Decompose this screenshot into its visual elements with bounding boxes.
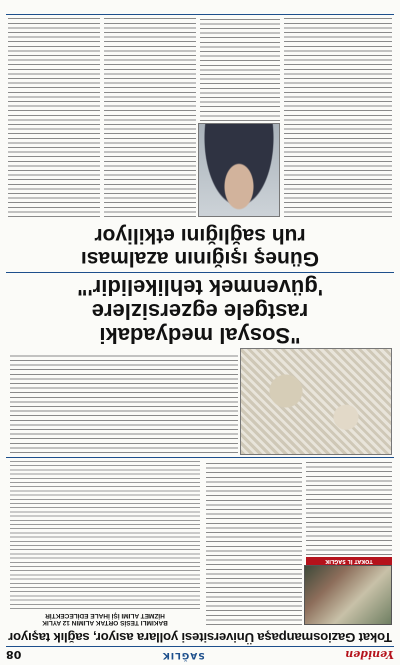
page-header [6, 648, 394, 662]
article1-headline: Tokat Gaziosmanpaşa Üniversitesi yollara asıyor, sağlık taşıyor [8, 630, 392, 645]
section-label: SAĞLIK [161, 650, 205, 660]
article3-body-col4 [8, 17, 100, 217]
article1-body-col2 [206, 460, 302, 625]
article2-photo [240, 348, 392, 455]
mid-rule [6, 457, 394, 458]
article3-body-col3 [104, 17, 196, 217]
article3-body-col2 [200, 17, 280, 121]
footer-rule [6, 14, 394, 15]
article1-photo [304, 565, 392, 625]
newspaper-logo: Yeniden [345, 648, 394, 662]
article2-headline: "Sosyal medyadaki rastgele egzersizlere 'güvenmek tehlikelidir'" [77, 275, 323, 348]
article2-body-top [10, 353, 238, 453]
article1-badge: TOKAT İL SAĞLIK [306, 557, 392, 565]
article3-body-col1 [284, 17, 392, 217]
header-rule [6, 646, 394, 647]
article3-photo [198, 123, 280, 217]
article3-headline: Güneş ışığının azalması ruh sağlığını etkiliyor [80, 224, 320, 270]
lower-rule [6, 272, 394, 273]
announcement-title: BAKIMLI TESİS ORTAK ALIMIN 12 AYLIK HİZMET ALIMI İŞİ İHALE EDİLECEKTİR [42, 612, 168, 626]
article1-body-col1 [306, 460, 392, 555]
announcement-body [10, 459, 200, 609]
page-number: 08 [6, 648, 22, 662]
